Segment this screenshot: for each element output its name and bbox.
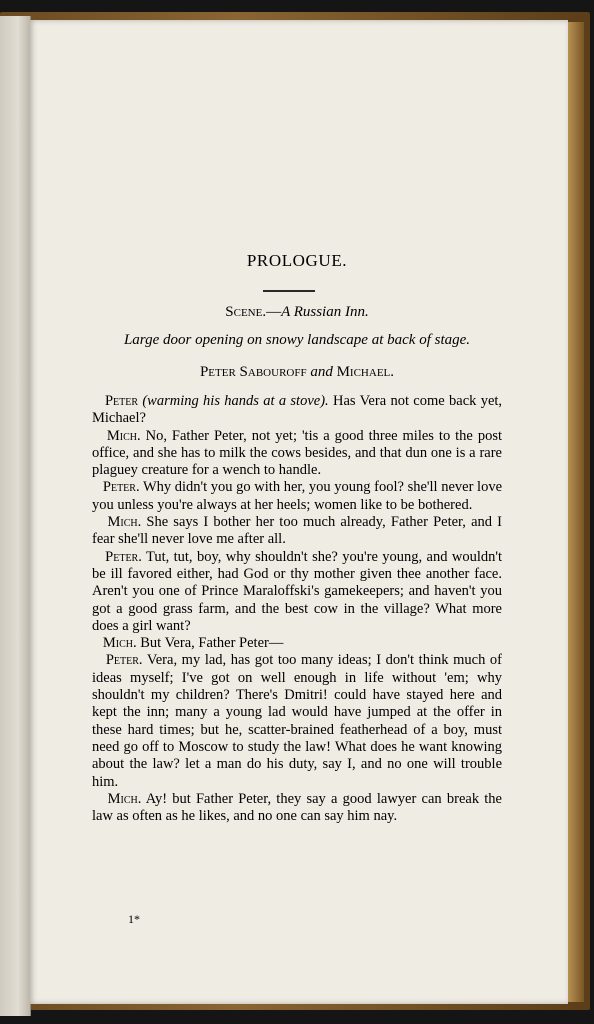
speaker: Peter [104,393,139,409]
page-title: PROLOGUE. [246,251,348,270]
speech [92,393,502,428]
speech-text: Why didn't you go with her, you young fool? she'll never love you unless you're always at her heels; women like to be bothered. [92,479,503,513]
speech [92,652,502,790]
speech [92,514,502,549]
character-peter: Peter Sabouroff [199,364,307,380]
dialogue-body [92,393,502,825]
speech [92,549,502,635]
speech-text: No, Father Peter, not yet; 'tis a good three miles to the post office, and she has to milk the cows besides, and that dun one is a rare plaguey creature for a wench to handle. [92,427,503,479]
speech-text: But Vera, Father Peter— [136,635,284,652]
speaker: Mich. [107,790,142,807]
scene-text: A Russian Inn. [281,304,369,320]
speech [92,635,502,652]
book-page [30,20,568,1004]
speaker: Peter. [105,548,142,565]
character-michael: Michael. [336,364,395,380]
speaker: Peter. [102,479,140,496]
speech-direction: (warming his hands at a stove). [142,393,329,409]
speech [92,791,502,826]
page-edge-gilt [568,22,584,1002]
speaker: Mich. [107,514,142,531]
scene-dash: — [266,304,282,320]
speaker: Mich. [102,635,137,652]
speech-text: She says I bother her too much already, Father Peter, and I fear she'll never love me after all. [92,514,503,548]
speech-text: Vera, my lad, has got too many ideas; I don't think much of ideas myself; I've got on well enough in life without 'em; why shouldn't my children? There's Dmitri! could have stayed here and kept the inn; many a young lad would have jumped at the offer in these hard times; but he, scatter-brained featherhead of a boy, must need go off to Moscow to study the law! What does he want knowing about the law? let a man do his duty, say I, and no one will trouble him. [92,652,503,790]
signature-mark: 1* [128,912,140,926]
speech [92,479,502,514]
speech [92,428,502,480]
scene-label: Scene. [225,304,267,320]
speech-text: Tut, tut, boy, why shouldn't she? you're young, and wouldn't be ill favored either, had God or thy mother given thee another face. Aren't you one of Prince Maraloffski's gamekeepers; and haven't you got a good grass farm, and the best cow in the village? What more does a girl want? [92,548,502,634]
speaker: Mich. [106,427,141,444]
title-rule [263,290,315,292]
character-list [92,364,502,381]
speech-text: Has Vera not come back yet, Michael? [92,393,503,427]
character-conjunction: and [310,364,333,380]
speaker: Peter. [105,652,143,669]
stage-direction: Large door opening on snowy landscape at back of stage. [123,332,471,348]
facing-page-edge [0,16,31,1016]
speech-text: Ay! but Father Peter, they say a good lawyer can break the law as often as he likes, and no one can say him nay. [92,790,502,825]
scene-heading [92,304,502,321]
